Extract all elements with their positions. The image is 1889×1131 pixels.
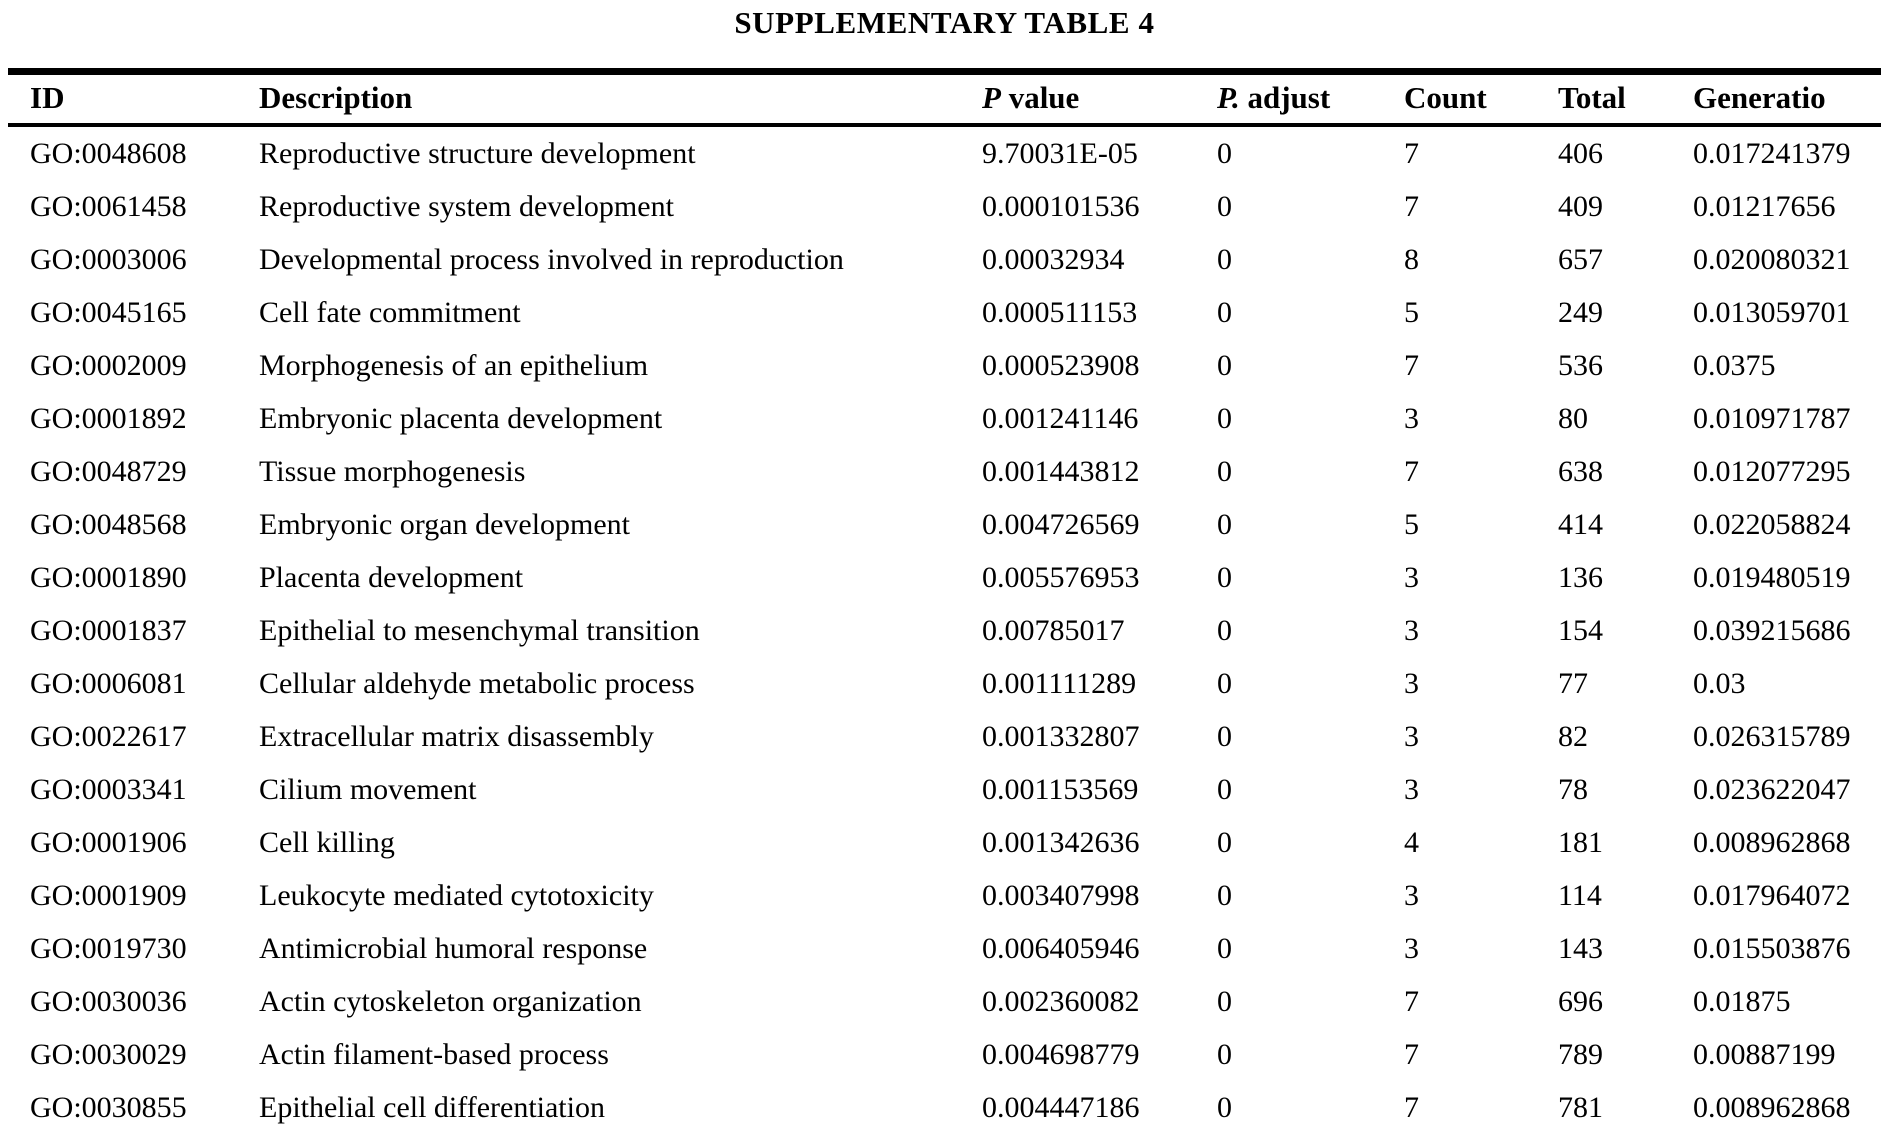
cell-description: Cellular aldehyde metabolic process: [259, 666, 695, 700]
cell-count: 5: [1404, 507, 1419, 541]
table-row: [8, 233, 1881, 286]
cell-generatio: 0.0375: [1693, 348, 1776, 382]
cell-total: 181: [1558, 825, 1603, 859]
header-row: [8, 72, 1881, 126]
cell-description: Epithelial to mesenchymal transition: [259, 613, 700, 647]
cell-p-value: 0.001443812: [982, 454, 1140, 488]
cell-total: 657: [1558, 242, 1603, 276]
cell-p-value: 0.004698779: [982, 1037, 1140, 1071]
cell-count: 5: [1404, 295, 1419, 329]
cell-description: Cell killing: [259, 825, 395, 859]
cell-count: 7: [1404, 348, 1419, 382]
cell-total: 696: [1558, 984, 1603, 1018]
cell-generatio: 0.019480519: [1693, 560, 1851, 594]
table-body: [8, 125, 1881, 1131]
cell-total: 77: [1558, 666, 1588, 700]
cell-description: Morphogenesis of an epithelium: [259, 348, 649, 382]
cell-total: 78: [1558, 772, 1588, 806]
cell-description: Embryonic organ development: [259, 507, 631, 541]
cell-total: 638: [1558, 454, 1603, 488]
cell-generatio: 0.00887199: [1693, 1037, 1836, 1071]
cell-p-value: 0.004726569: [982, 507, 1140, 541]
cell-description: Reproductive system development: [259, 189, 674, 223]
go-enrichment-table: [8, 68, 1881, 1131]
cell-count: 7: [1404, 984, 1419, 1018]
cell-id: GO:0048568: [30, 507, 187, 541]
cell-p-value: 9.70031E-05: [982, 136, 1138, 170]
cell-total: 781: [1558, 1090, 1603, 1124]
cell-p-value: 0.001153569: [982, 772, 1139, 806]
column-header-id: ID: [30, 80, 65, 115]
table-row: [8, 922, 1881, 975]
table-row: [8, 180, 1881, 233]
cell-p-adjust: 0: [1217, 931, 1232, 965]
cell-total: 80: [1558, 401, 1588, 435]
cell-p-adjust: 0: [1217, 984, 1232, 1018]
cell-p-adjust: 0: [1217, 560, 1232, 594]
p-adjust-italic-p: P.: [1217, 80, 1240, 115]
cell-p-value: 0.002360082: [982, 984, 1140, 1018]
cell-count: 3: [1404, 719, 1419, 753]
cell-id: GO:0022617: [30, 719, 187, 753]
cell-description: Cell fate commitment: [259, 295, 521, 329]
cell-id: GO:0030036: [30, 984, 187, 1018]
cell-id: GO:0019730: [30, 931, 187, 965]
cell-id: GO:0061458: [30, 189, 187, 223]
table-row: [8, 1028, 1881, 1081]
cell-description: Embryonic placenta development: [259, 401, 663, 435]
column-header-p-value: [982, 72, 1217, 126]
cell-count: 7: [1404, 136, 1419, 170]
cell-p-adjust: 0: [1217, 1037, 1232, 1071]
cell-total: 114: [1558, 878, 1602, 912]
cell-p-value: 0.000101536: [982, 189, 1140, 223]
cell-generatio: 0.020080321: [1693, 242, 1851, 276]
cell-p-value: 0.001342636: [982, 825, 1140, 859]
column-header-p-adjust: [1217, 72, 1404, 126]
cell-p-value: 0.001241146: [982, 401, 1139, 435]
cell-p-adjust: 0: [1217, 878, 1232, 912]
cell-generatio: 0.017241379: [1693, 136, 1851, 170]
table-row: [8, 975, 1881, 1028]
p-adjust-label-rest: adjust: [1239, 80, 1331, 115]
p-value-italic-p: P: [982, 80, 1001, 115]
cell-id: GO:0030029: [30, 1037, 187, 1071]
cell-total: 409: [1558, 189, 1603, 223]
cell-id: GO:0006081: [30, 666, 187, 700]
cell-generatio: 0.039215686: [1693, 613, 1851, 647]
cell-id: GO:0045165: [30, 295, 187, 329]
cell-p-adjust: 0: [1217, 136, 1232, 170]
cell-generatio: 0.01217656: [1693, 189, 1836, 223]
cell-p-value: 0.006405946: [982, 931, 1140, 965]
table-row: [8, 498, 1881, 551]
page-title: SUPPLEMENTARY TABLE 4: [734, 5, 1155, 40]
cell-p-adjust: 0: [1217, 772, 1232, 806]
cell-description: Cilium movement: [259, 772, 477, 806]
column-header-total: Total: [1558, 80, 1626, 115]
cell-p-adjust: 0: [1217, 242, 1232, 276]
cell-p-adjust: 0: [1217, 189, 1232, 223]
cell-total: 536: [1558, 348, 1603, 382]
cell-description: Developmental process involved in reproduction: [259, 242, 844, 276]
cell-generatio: 0.008962868: [1693, 1090, 1851, 1124]
cell-count: 3: [1404, 666, 1419, 700]
cell-generatio: 0.008962868: [1693, 825, 1851, 859]
cell-p-adjust: 0: [1217, 666, 1232, 700]
cell-count: 7: [1404, 1037, 1419, 1071]
table-row: [8, 604, 1881, 657]
p-value-label-rest: value: [1000, 80, 1080, 115]
table-row: [8, 657, 1881, 710]
cell-id: GO:0001892: [30, 401, 187, 435]
cell-p-adjust: 0: [1217, 507, 1232, 541]
table-row: [8, 339, 1881, 392]
cell-description: Placenta development: [259, 560, 524, 594]
cell-count: 7: [1404, 454, 1419, 488]
cell-id: GO:0030855: [30, 1090, 187, 1124]
cell-generatio: 0.017964072: [1693, 878, 1851, 912]
cell-id: GO:0003341: [30, 772, 187, 806]
cell-generatio: 0.010971787: [1693, 401, 1851, 435]
cell-total: 249: [1558, 295, 1603, 329]
cell-generatio: 0.026315789: [1693, 719, 1851, 753]
cell-id: GO:0002009: [30, 348, 187, 382]
cell-generatio: 0.022058824: [1693, 507, 1851, 541]
cell-p-value: 0.003407998: [982, 878, 1140, 912]
cell-p-adjust: 0: [1217, 1090, 1232, 1124]
cell-p-adjust: 0: [1217, 719, 1232, 753]
cell-p-value: 0.005576953: [982, 560, 1140, 594]
cell-generatio: 0.013059701: [1693, 295, 1851, 329]
cell-id: GO:0001906: [30, 825, 187, 859]
cell-total: 143: [1558, 931, 1603, 965]
cell-generatio: 0.015503876: [1693, 931, 1851, 965]
cell-count: 3: [1404, 931, 1419, 965]
cell-p-adjust: 0: [1217, 401, 1232, 435]
cell-count: 3: [1404, 878, 1419, 912]
cell-description: Actin cytoskeleton organization: [259, 984, 642, 1018]
cell-generatio: 0.023622047: [1693, 772, 1851, 806]
cell-p-adjust: 0: [1217, 613, 1232, 647]
cell-count: 3: [1404, 560, 1419, 594]
table-row: [8, 710, 1881, 763]
cell-description: Epithelial cell differentiation: [259, 1090, 605, 1124]
cell-total: 789: [1558, 1037, 1603, 1071]
cell-description: Antimicrobial humoral response: [259, 931, 648, 965]
cell-id: GO:0003006: [30, 242, 187, 276]
cell-total: 406: [1558, 136, 1603, 170]
cell-p-value: 0.001111289: [982, 666, 1137, 700]
cell-id: GO:0001837: [30, 613, 187, 647]
cell-total: 82: [1558, 719, 1588, 753]
cell-description: Reproductive structure development: [259, 136, 696, 170]
cell-id: GO:0001890: [30, 560, 187, 594]
table-row: [8, 286, 1881, 339]
cell-description: Extracellular matrix disassembly: [259, 719, 654, 753]
cell-id: GO:0048729: [30, 454, 187, 488]
cell-p-value: 0.00032934: [982, 242, 1125, 276]
table-row: [8, 392, 1881, 445]
cell-count: 7: [1404, 1090, 1419, 1124]
table-row: [8, 816, 1881, 869]
cell-description: Tissue morphogenesis: [259, 454, 526, 488]
cell-count: 3: [1404, 401, 1419, 435]
cell-description: Leukocyte mediated cytotoxicity: [259, 878, 654, 912]
cell-p-adjust: 0: [1217, 454, 1232, 488]
cell-p-value: 0.00785017: [982, 613, 1125, 647]
cell-total: 154: [1558, 613, 1603, 647]
cell-count: 4: [1404, 825, 1419, 859]
cell-id: GO:0048608: [30, 136, 187, 170]
cell-p-adjust: 0: [1217, 295, 1232, 329]
cell-description: Actin filament-based process: [259, 1037, 609, 1071]
table-row: [8, 551, 1881, 604]
cell-total: 136: [1558, 560, 1603, 594]
column-header-description: Description: [259, 80, 413, 115]
cell-id: GO:0001909: [30, 878, 187, 912]
cell-count: 8: [1404, 242, 1419, 276]
table-row: [8, 445, 1881, 498]
cell-p-value: 0.000523908: [982, 348, 1140, 382]
cell-total: 414: [1558, 507, 1603, 541]
cell-generatio: 0.012077295: [1693, 454, 1851, 488]
cell-p-adjust: 0: [1217, 348, 1232, 382]
cell-p-value: 0.001332807: [982, 719, 1140, 753]
cell-count: 7: [1404, 189, 1419, 223]
cell-count: 3: [1404, 772, 1419, 806]
column-header-generatio: Generatio: [1693, 80, 1826, 115]
table-row: [8, 125, 1881, 180]
table-row: [8, 1081, 1881, 1131]
table-row: [8, 869, 1881, 922]
cell-count: 3: [1404, 613, 1419, 647]
column-header-count: Count: [1404, 80, 1487, 115]
cell-p-value: 0.000511153: [982, 295, 1138, 329]
cell-p-adjust: 0: [1217, 825, 1232, 859]
table-row: [8, 763, 1881, 816]
cell-generatio: 0.01875: [1693, 984, 1791, 1018]
cell-generatio: 0.03: [1693, 666, 1746, 700]
cell-p-value: 0.004447186: [982, 1090, 1140, 1124]
